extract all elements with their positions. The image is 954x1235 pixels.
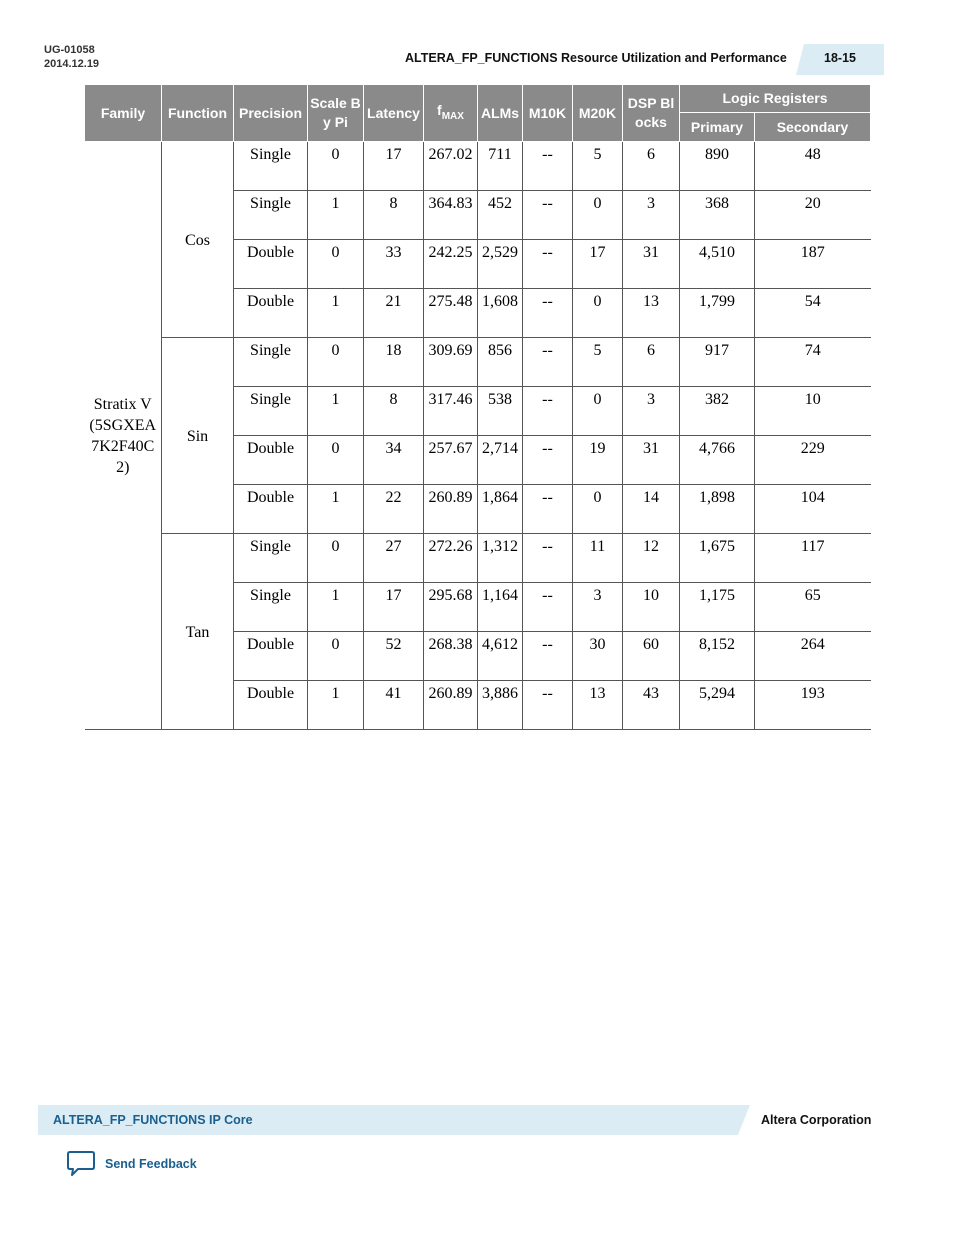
cell-scale-by-pi: 1 — [308, 681, 364, 730]
cell-m10k: -- — [523, 485, 573, 534]
cell-latency: 41 — [364, 681, 424, 730]
cell-function: Tan — [162, 534, 234, 730]
cell-family: Stratix V (5SGXEA7K2F40C2) — [85, 142, 162, 730]
cell-precision: Single — [234, 338, 308, 387]
cell-dsp-blocks: 3 — [623, 387, 680, 436]
header-precision: Precision — [234, 85, 308, 142]
cell-scale-by-pi: 0 — [308, 338, 364, 387]
cell-fmax: 317.46 — [424, 387, 478, 436]
cell-latency: 22 — [364, 485, 424, 534]
cell-m10k: -- — [523, 338, 573, 387]
cell-m10k: -- — [523, 142, 573, 191]
cell-m20k: 30 — [573, 632, 623, 681]
header-latency: Latency — [364, 85, 424, 142]
cell-dsp-blocks: 43 — [623, 681, 680, 730]
cell-secondary: 74 — [755, 338, 871, 387]
cell-precision: Double — [234, 240, 308, 289]
header-family: Family — [85, 85, 162, 142]
cell-scale-by-pi: 0 — [308, 632, 364, 681]
header-alms: ALMs — [478, 85, 523, 142]
cell-m20k: 19 — [573, 436, 623, 485]
cell-primary: 4,766 — [680, 436, 755, 485]
cell-function: Cos — [162, 142, 234, 338]
cell-alms: 1,608 — [478, 289, 523, 338]
cell-dsp-blocks: 12 — [623, 534, 680, 583]
table-row — [85, 338, 871, 387]
cell-scale-by-pi: 1 — [308, 289, 364, 338]
cell-fmax: 267.02 — [424, 142, 478, 191]
header-function: Function — [162, 85, 234, 142]
header-dsp-blocks: DSP Blocks — [623, 85, 680, 142]
cell-m20k: 5 — [573, 142, 623, 191]
cell-latency: 8 — [364, 387, 424, 436]
cell-m20k: 3 — [573, 583, 623, 632]
cell-precision: Single — [234, 534, 308, 583]
table-row — [85, 142, 871, 191]
cell-secondary: 65 — [755, 583, 871, 632]
cell-scale-by-pi: 1 — [308, 583, 364, 632]
cell-alms: 452 — [478, 191, 523, 240]
cell-primary: 1,799 — [680, 289, 755, 338]
cell-primary: 1,898 — [680, 485, 755, 534]
cell-secondary: 193 — [755, 681, 871, 730]
cell-dsp-blocks: 6 — [623, 338, 680, 387]
document-date: 2014.12.19 — [44, 58, 100, 70]
cell-secondary: 104 — [755, 485, 871, 534]
page-number-tab — [796, 44, 884, 75]
cell-alms: 4,612 — [478, 632, 523, 681]
header-primary: Primary — [680, 113, 755, 142]
table-row — [85, 534, 871, 583]
resource-utilization-table — [84, 84, 871, 730]
footer-company: Altera Corporation — [761, 1113, 872, 1127]
cell-m10k: -- — [523, 583, 573, 632]
cell-latency: 27 — [364, 534, 424, 583]
cell-alms: 538 — [478, 387, 523, 436]
cell-fmax: 260.89 — [424, 681, 478, 730]
header-logic-registers: Logic Registers — [680, 85, 871, 113]
cell-primary: 1,175 — [680, 583, 755, 632]
cell-dsp-blocks: 13 — [623, 289, 680, 338]
cell-alms: 3,886 — [478, 681, 523, 730]
cell-latency: 52 — [364, 632, 424, 681]
cell-latency: 17 — [364, 142, 424, 191]
cell-fmax: 242.25 — [424, 240, 478, 289]
cell-dsp-blocks: 10 — [623, 583, 680, 632]
cell-dsp-blocks: 31 — [623, 436, 680, 485]
cell-alms: 856 — [478, 338, 523, 387]
cell-primary: 368 — [680, 191, 755, 240]
cell-secondary: 117 — [755, 534, 871, 583]
cell-precision: Double — [234, 681, 308, 730]
cell-dsp-blocks: 3 — [623, 191, 680, 240]
cell-secondary: 229 — [755, 436, 871, 485]
section-title: ALTERA_FP_FUNCTIONS Resource Utilization and Performance — [405, 51, 787, 65]
header-scale-by-pi: Scale By Pi — [308, 85, 364, 142]
cell-fmax: 268.38 — [424, 632, 478, 681]
cell-function: Sin — [162, 338, 234, 534]
cell-precision: Single — [234, 387, 308, 436]
document-number: UG-01058 — [44, 44, 95, 56]
cell-precision: Single — [234, 583, 308, 632]
cell-secondary: 264 — [755, 632, 871, 681]
cell-dsp-blocks: 31 — [623, 240, 680, 289]
page-number: 18-15 — [824, 51, 856, 65]
cell-m10k: -- — [523, 681, 573, 730]
cell-precision: Double — [234, 436, 308, 485]
cell-primary: 5,294 — [680, 681, 755, 730]
cell-latency: 21 — [364, 289, 424, 338]
cell-precision: Double — [234, 485, 308, 534]
cell-latency: 33 — [364, 240, 424, 289]
cell-fmax: 364.83 — [424, 191, 478, 240]
cell-m10k: -- — [523, 289, 573, 338]
cell-m20k: 13 — [573, 681, 623, 730]
cell-dsp-blocks: 14 — [623, 485, 680, 534]
cell-m20k: 0 — [573, 191, 623, 240]
send-feedback-link[interactable] — [66, 1150, 197, 1178]
cell-precision: Single — [234, 191, 308, 240]
cell-alms: 2,529 — [478, 240, 523, 289]
cell-m10k: -- — [523, 387, 573, 436]
cell-primary: 917 — [680, 338, 755, 387]
cell-latency: 34 — [364, 436, 424, 485]
cell-secondary: 54 — [755, 289, 871, 338]
cell-scale-by-pi: 0 — [308, 240, 364, 289]
cell-primary: 1,675 — [680, 534, 755, 583]
cell-m10k: -- — [523, 632, 573, 681]
cell-fmax: 260.89 — [424, 485, 478, 534]
cell-m10k: -- — [523, 436, 573, 485]
cell-alms: 2,714 — [478, 436, 523, 485]
cell-scale-by-pi: 0 — [308, 534, 364, 583]
cell-scale-by-pi: 1 — [308, 191, 364, 240]
cell-scale-by-pi: 0 — [308, 436, 364, 485]
send-feedback-label: Send Feedback — [105, 1157, 197, 1171]
cell-scale-by-pi: 1 — [308, 387, 364, 436]
cell-primary: 4,510 — [680, 240, 755, 289]
header-secondary: Secondary — [755, 113, 871, 142]
header-m10k: M10K — [523, 85, 573, 142]
cell-primary: 382 — [680, 387, 755, 436]
cell-dsp-blocks: 6 — [623, 142, 680, 191]
cell-alms: 1,164 — [478, 583, 523, 632]
header-fmax-base: f — [437, 101, 442, 118]
cell-secondary: 20 — [755, 191, 871, 240]
cell-fmax: 275.48 — [424, 289, 478, 338]
cell-scale-by-pi: 0 — [308, 142, 364, 191]
cell-m10k: -- — [523, 191, 573, 240]
header-fmax — [424, 85, 478, 142]
cell-precision: Double — [234, 289, 308, 338]
cell-secondary: 48 — [755, 142, 871, 191]
cell-fmax: 295.68 — [424, 583, 478, 632]
cell-scale-by-pi: 1 — [308, 485, 364, 534]
cell-m20k: 17 — [573, 240, 623, 289]
cell-primary: 8,152 — [680, 632, 755, 681]
header-fmax-sub: MAX — [441, 110, 464, 122]
cell-latency: 8 — [364, 191, 424, 240]
cell-precision: Double — [234, 632, 308, 681]
cell-dsp-blocks: 60 — [623, 632, 680, 681]
cell-m20k: 5 — [573, 338, 623, 387]
cell-secondary: 10 — [755, 387, 871, 436]
cell-primary: 890 — [680, 142, 755, 191]
header-m20k: M20K — [573, 85, 623, 142]
cell-latency: 18 — [364, 338, 424, 387]
cell-fmax: 257.67 — [424, 436, 478, 485]
cell-latency: 17 — [364, 583, 424, 632]
cell-alms: 1,312 — [478, 534, 523, 583]
cell-fmax: 309.69 — [424, 338, 478, 387]
cell-secondary: 187 — [755, 240, 871, 289]
feedback-icon — [66, 1150, 96, 1178]
cell-m10k: -- — [523, 534, 573, 583]
cell-m20k: 11 — [573, 534, 623, 583]
cell-m20k: 0 — [573, 289, 623, 338]
cell-m10k: -- — [523, 240, 573, 289]
cell-alms: 711 — [478, 142, 523, 191]
cell-precision: Single — [234, 142, 308, 191]
footer-ip-core: ALTERA_FP_FUNCTIONS IP Core — [53, 1113, 253, 1127]
cell-alms: 1,864 — [478, 485, 523, 534]
document-id — [44, 43, 99, 71]
cell-m20k: 0 — [573, 485, 623, 534]
cell-m20k: 0 — [573, 387, 623, 436]
cell-fmax: 272.26 — [424, 534, 478, 583]
